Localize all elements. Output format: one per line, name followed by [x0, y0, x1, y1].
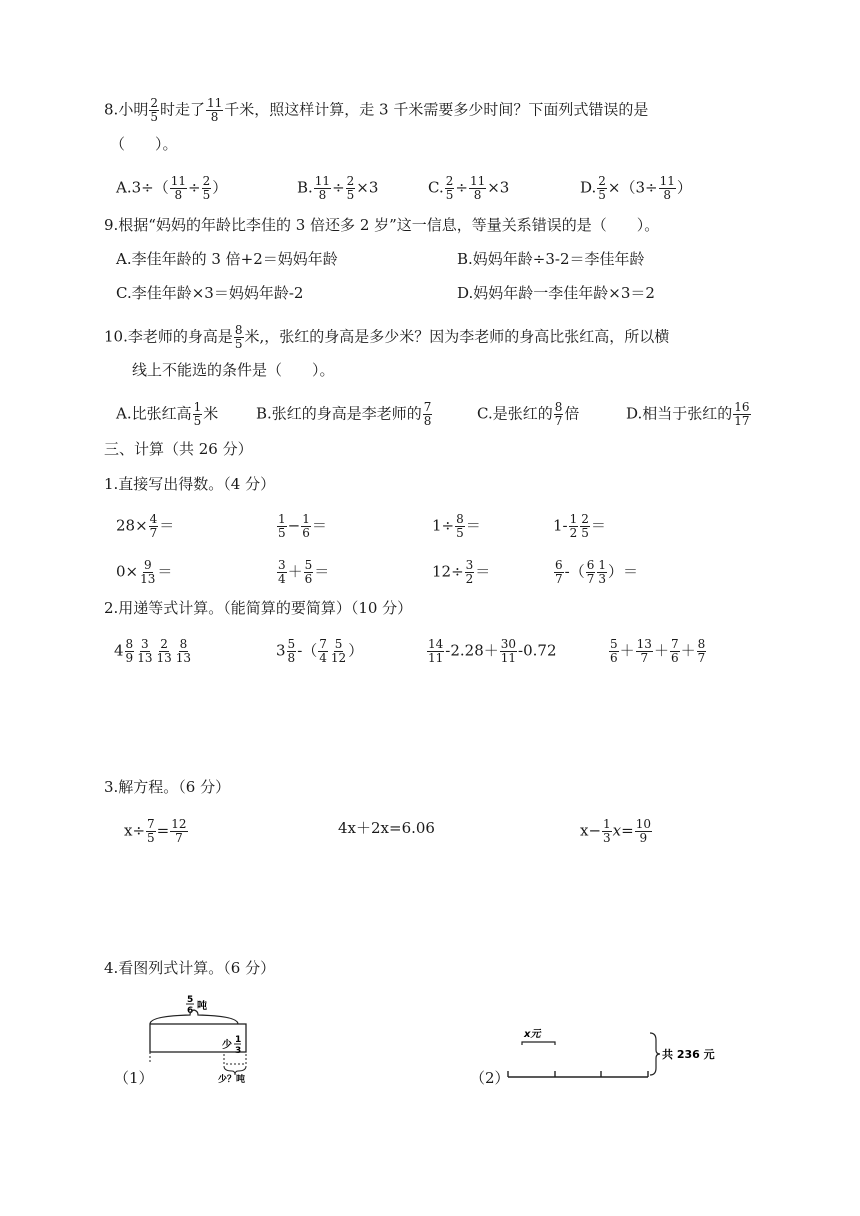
- s1-r1-e3: 1÷ $\frac{8}{5}$ ＝: [432, 512, 481, 540]
- q9-option-a: A.李佳年龄的 3 倍+2＝妈妈年龄: [116, 250, 338, 268]
- q8-option-d: D. $\frac{2}{5}$ ×（3÷ $\frac{11}{8}$ ）: [580, 174, 692, 202]
- s2-e2: 3 $\frac{5}{8}$ -（ $\frac{7}{4}$ $\frac{5}{12}$ ）: [276, 637, 364, 665]
- fraction: $\frac{11}{8}$: [206, 96, 223, 124]
- fig1-bottom-label: 少？吨: [218, 1075, 246, 1084]
- q8-stem: 8.小明 $\frac{2}{5}$ 时走了 $\frac{11}{8}$ 千米，照这样计算，走 3 千米需要多少时间？下面列式错误的是: [104, 96, 649, 124]
- fig2-label: （2）: [470, 1069, 510, 1087]
- s2-title: 2.用递等式计算。（能简算的要简算）（10 分）: [104, 599, 413, 617]
- q10-option-b: B.张红的身高是李老师的 $\frac{7}{8}$: [256, 400, 432, 428]
- q10-line2: 线上不能选的条件是（ ）。: [132, 361, 335, 379]
- s3-e3: x− $\frac{1}{3}$ x= $\frac{10}{9}$: [580, 817, 651, 845]
- fig1-less-label: 少: [222, 1040, 232, 1051]
- s1-r2-e3: 12÷ $\frac{3}{2}$ ＝: [432, 558, 491, 586]
- fig1-brace-top: [150, 1010, 238, 1024]
- q10-stem: 10.李老师的身高是 $\frac{8}{5}$ 米,，张红的身高是多少米？因为李老师的身高比张红高，所以横: [104, 323, 670, 351]
- fig1-top-unit: 吨: [197, 1001, 207, 1012]
- q9-option-c: C.李佳年龄×3＝妈妈年龄-2: [116, 284, 304, 302]
- figure-2-diagram: [500, 1025, 730, 1085]
- q9-option-d: D.妈妈年龄一李佳年龄×3＝2: [457, 284, 655, 302]
- s3-title: 3.解方程。（6 分）: [104, 778, 231, 796]
- s1-title: 1.直接写出得数。（4 分）: [104, 475, 276, 493]
- figure-1-diagram: [140, 992, 260, 1084]
- fig2-brace: [650, 1033, 660, 1075]
- q9-stem: 9.根据“妈妈的年龄比李佳的 3 倍还多 2 岁”这一信息，等量关系错误的是（ ）。: [104, 216, 660, 234]
- fig1-top-numerator: 5: [187, 995, 194, 1005]
- fig1-label: （1）: [114, 1069, 154, 1087]
- q10-option-a: A.比张红高 $\frac{1}{5}$ 米: [116, 400, 219, 428]
- fig1-brace-bottom: [224, 1066, 246, 1075]
- q8-option-a: A.3÷（ $\frac{11}{8}$ ÷ $\frac{2}{5}$ ）: [116, 174, 228, 202]
- s1-r2-e2: $\frac{3}{4}$ ＋ $\frac{5}{6}$ ＝: [278, 558, 330, 586]
- fig2-segment-label: x元: [524, 1029, 541, 1040]
- fig1-less-denominator: 3: [235, 1046, 242, 1056]
- q10-option-c: C.是张红的 $\frac{8}{7}$ 倍: [477, 400, 580, 428]
- q8-blank: （ ）。: [110, 135, 178, 153]
- fig2-total-label: 共 236 元: [662, 1048, 715, 1061]
- q8-option-c: C. $\frac{2}{5}$ ÷ $\frac{11}{8}$ ×3: [428, 174, 510, 202]
- s1-r1-e1: 28× $\frac{4}{7}$ ＝: [116, 512, 175, 540]
- s1-r2-e1: 0× $\frac{9}{13}$ ＝: [116, 558, 173, 586]
- fig2-segment-bracket: [522, 1042, 555, 1045]
- s1-r2-e4: $\frac{6}{7}$ -（ $\frac{6}{7}$ $\frac{1}{3}$ ）＝: [555, 558, 639, 586]
- s2-e1: 4 $\frac{8}{9}$ $\frac{3}{13}$ $\frac{2}{13}$ $\frac{8}{13}$: [114, 637, 192, 665]
- q10-option-d: D.相当于张红的 $\frac{16}{17}$: [626, 400, 750, 428]
- s4-title: 4.看图列式计算。（6 分）: [104, 959, 276, 977]
- fraction: $\frac{2}{5}$: [150, 96, 158, 124]
- s1-r1-e4: 1- $\frac{1}{2}$ $\frac{2}{5}$ ＝: [553, 512, 606, 540]
- s2-e4: $\frac{5}{6}$ ＋ $\frac{13}{7}$ ＋ $\frac{7}{6}$ ＋ $\frac{8}{7}$: [610, 637, 706, 665]
- s3-e2: 4x＋2x=6.06: [338, 819, 435, 837]
- fig1-less-numerator: 1: [235, 1035, 242, 1045]
- q9-option-b: B.妈妈年龄÷3-2＝李佳年龄: [457, 250, 645, 268]
- s1-r1-e2: $\frac{1}{5}$ − $\frac{1}{6}$ ＝: [278, 512, 327, 540]
- s3-e1: x÷ $\frac{7}{5}$ = $\frac{12}{7}$: [124, 817, 187, 845]
- q8-option-b: B. $\frac{11}{8}$ ÷ $\frac{2}{5}$ ×3: [297, 174, 379, 202]
- section-heading: 三、计算（共 26 分）: [104, 440, 253, 458]
- fig1-top-denominator: 6: [187, 1006, 194, 1016]
- s2-e3: $\frac{14}{11}$ -2.28＋ $\frac{30}{11}$ -0.72: [428, 637, 557, 665]
